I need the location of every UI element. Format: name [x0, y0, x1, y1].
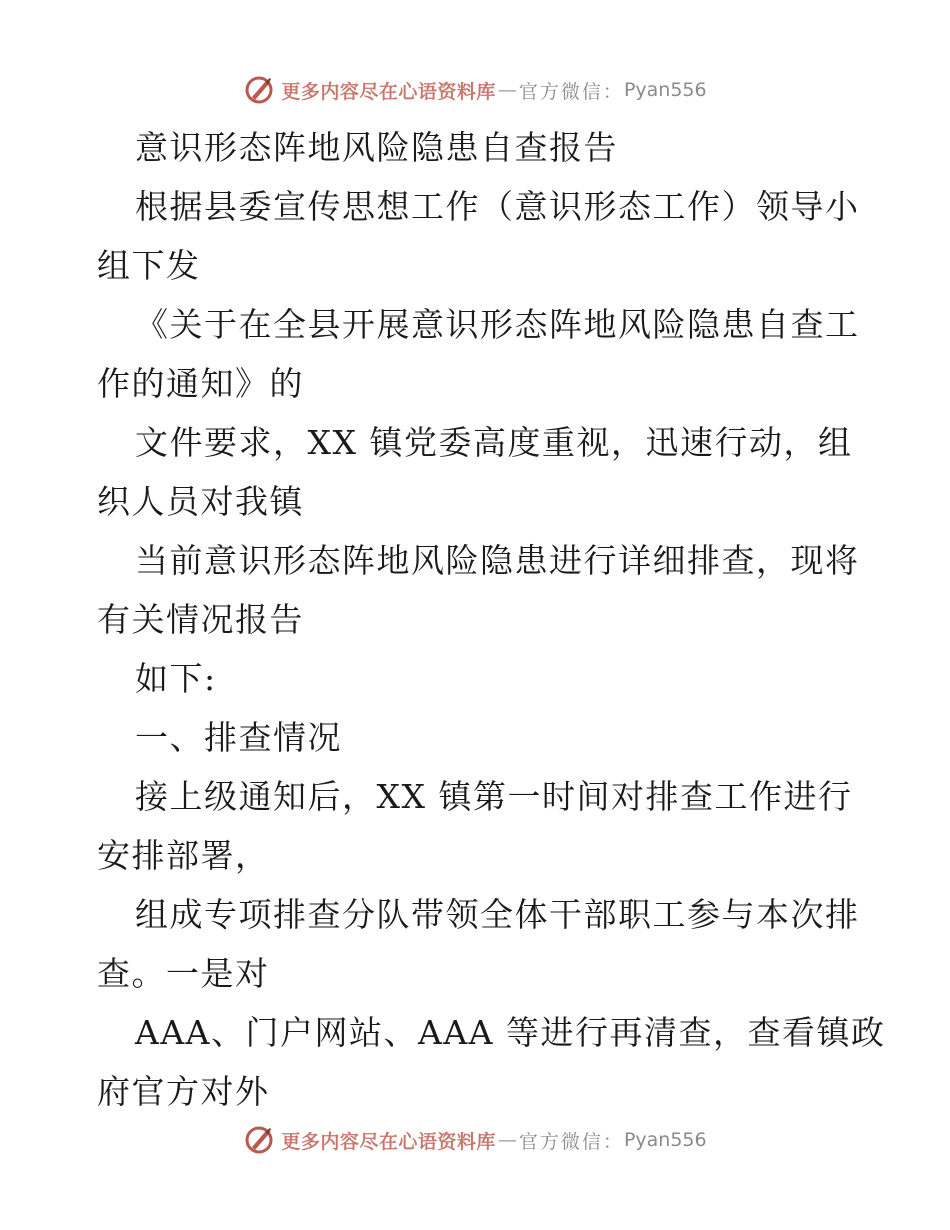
paragraph-line: 府官方对外 [97, 1072, 270, 1111]
footer-watermark [0, 1120, 950, 1160]
paragraph-line: 文件要求，XX 镇党委高度重视，迅速行动，组 [135, 423, 853, 462]
paragraph-line: 《关于在全县开展意识形态阵地风险隐患自查工 [135, 305, 860, 344]
watermark-site-text: 更多内容尽在心语资料库 [281, 1130, 496, 1153]
paragraph-line: 根据县委宣传思想工作（意识形态工作）领导小 [135, 187, 860, 226]
paragraph-line: 当前意识形态阵地风险隐患进行详细排查，现将 [135, 541, 860, 580]
section-heading: 一、排查情况 [135, 718, 342, 757]
watermark-site-text: 更多内容尽在心语资料库 [281, 80, 496, 103]
watermark-wechat-id: Pyan556 [623, 79, 707, 101]
paragraph-line: AAA、门户网站、AAA 等进行再清查，查看镇政 [135, 1013, 886, 1052]
paragraph-line: 组下发 [97, 246, 201, 285]
watermark-separator: — [497, 79, 517, 101]
paragraph-line: 接上级通知后，XX 镇第一时间对排查工作进行 [135, 777, 853, 816]
quill-seal-icon [243, 74, 275, 106]
watermark-wechat-id: Pyan556 [623, 1129, 707, 1151]
document-title: 意识形态阵地风险隐患自查报告 [135, 128, 618, 167]
watermark-separator: — [497, 1129, 517, 1151]
quill-seal-icon [243, 1124, 275, 1156]
watermark-official-label: 官方微信： [518, 1130, 624, 1153]
paragraph-line: 作的通知》的 [97, 364, 304, 403]
watermark-official-label: 官方微信： [518, 80, 624, 103]
paragraph-line: 有关情况报告 [97, 600, 304, 639]
paragraph-line: 如下: [135, 659, 217, 698]
paragraph-line: 组成专项排查分队带领全体干部职工参与本次排 [135, 895, 860, 934]
header-watermark [0, 70, 950, 110]
paragraph-line: 查。一是对 [97, 954, 270, 993]
paragraph-line: 安排部署， [97, 836, 270, 875]
document-body [97, 118, 886, 1121]
paragraph-line: 织人员对我镇 [97, 482, 304, 521]
